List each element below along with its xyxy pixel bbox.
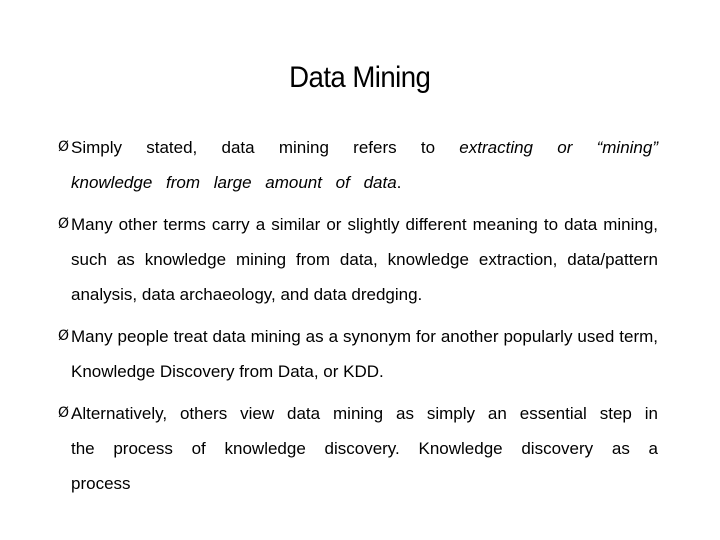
bullet-text: Many people treat data mining as a synonym for another popularly used term, Knowledge Discovery from Data, or KDD.	[71, 327, 658, 381]
bullet-text	[71, 138, 658, 192]
bullet-arrow-icon: Ø	[58, 139, 70, 155]
bullet-arrow-icon: Ø	[58, 405, 70, 421]
bullet-text-segment: .	[396, 173, 402, 192]
bullet-text-segment: Simply stated, data mining refers to	[71, 138, 460, 157]
bullet-item	[58, 319, 658, 389]
bullet-text: Many other terms carry a similar or slightly different meaning to data mining, such as knowledge mining from data, knowledge extraction, data/pattern analysis, data archaeology, and data dredging.	[71, 215, 658, 304]
bullet-item	[58, 396, 658, 501]
slide-title	[0, 58, 720, 98]
slide-title-text: Data Mining	[289, 61, 431, 94]
bullet-text: Alternatively, others view data mining as simply an essential step in the process of knowledge discovery. Knowledge discovery as a process	[71, 404, 658, 493]
bullet-text-emphasis: extracting or “mining” knowledge from large amount of data	[71, 138, 658, 192]
bullet-arrow-icon: Ø	[58, 328, 70, 344]
bullet-item	[58, 130, 658, 200]
bullet-arrow-icon: Ø	[58, 216, 70, 232]
bullet-list	[58, 130, 658, 508]
bullet-item	[58, 207, 658, 312]
